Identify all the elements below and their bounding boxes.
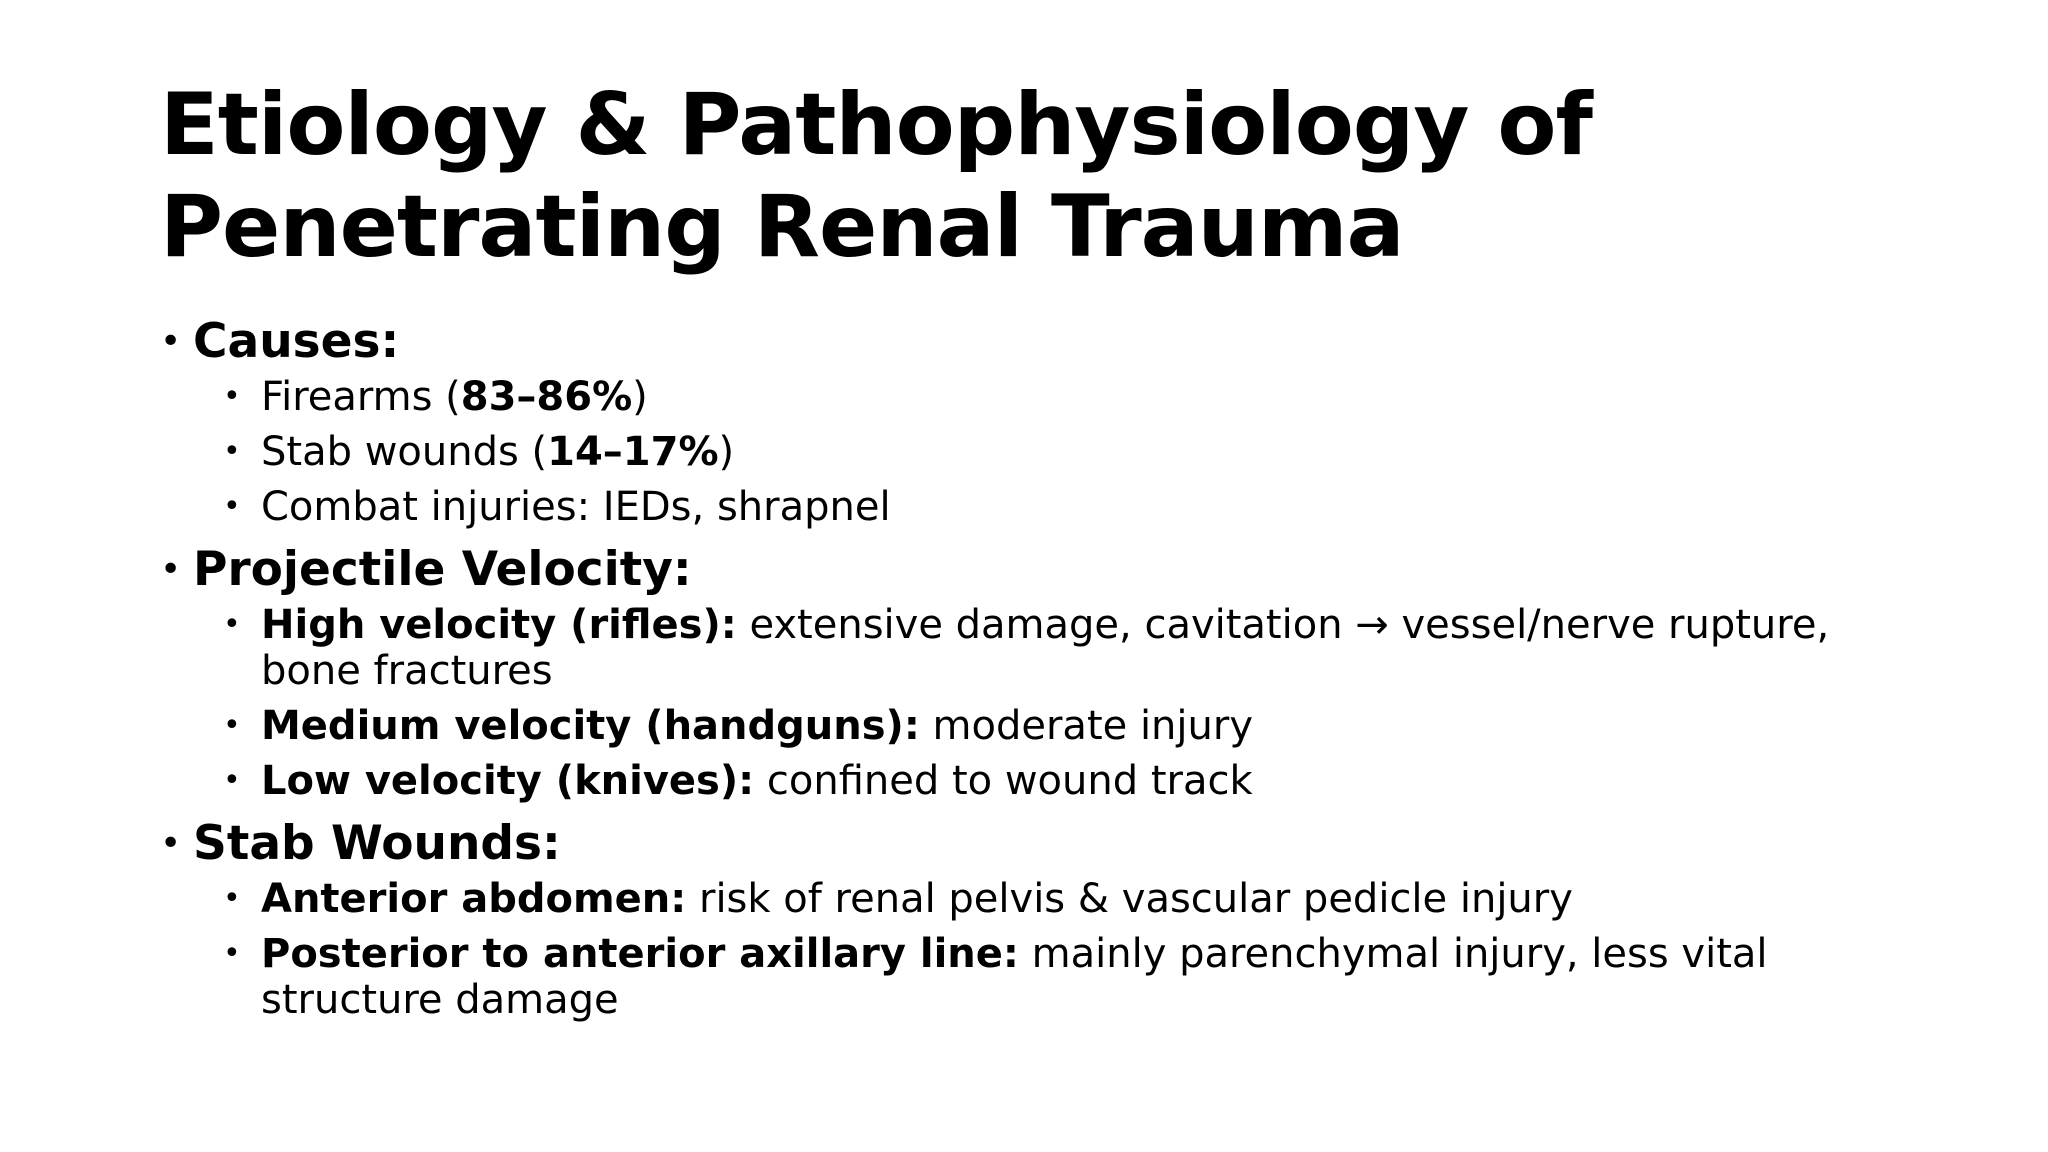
bullet-icon: • [223, 607, 241, 642]
list-item [223, 374, 1920, 420]
bullet-icon: • [223, 881, 241, 916]
item-text-after: ) [718, 429, 735, 475]
section-heading-causes [160, 312, 1920, 372]
list-item [223, 931, 1920, 1023]
item-text-after: confined to wound track [754, 758, 1253, 804]
item-text-after: extensive damage, cavitation → vessel/nerve rupture, bone fractures [261, 602, 1830, 694]
bullet-icon: • [223, 763, 241, 798]
bullet-icon: • [160, 823, 182, 864]
bullet-icon: • [223, 936, 241, 971]
item-text-after: ) [632, 374, 648, 420]
item-text: Firearms ( [261, 374, 461, 420]
item-bold-text: Posterior to anterior axillary line: [261, 931, 1019, 977]
bullet-icon: • [160, 321, 182, 362]
section-heading-text: Causes: [193, 314, 400, 369]
section-heading-text: Projectile Velocity: [193, 542, 692, 597]
list-item [223, 429, 1920, 475]
section-heading-text: Stab Wounds: [193, 816, 561, 871]
list-item [223, 484, 1920, 530]
section-heading-projectile-velocity [160, 540, 1920, 600]
title-line-1: Etiology & Pathophysiology of [160, 75, 1592, 175]
projectile-velocity-list [160, 602, 1920, 804]
list-item [223, 758, 1920, 804]
stab-wounds-list [160, 876, 1920, 1023]
bullet-icon: • [223, 379, 241, 414]
item-text-after: risk of renal pelvis & vascular pedicle injury [686, 876, 1573, 922]
item-text: Stab wounds ( [261, 429, 548, 475]
bullet-icon: • [223, 708, 241, 743]
list-item [223, 602, 1920, 694]
bullet-icon: • [160, 549, 182, 590]
list-item [223, 876, 1920, 922]
bullet-icon: • [223, 434, 241, 469]
item-bold-text: 14–17% [547, 429, 719, 475]
item-bold-text: Anterior abdomen: [261, 876, 687, 922]
list-item [223, 703, 1920, 749]
title-line-2: Penetrating Renal Trauma [160, 177, 1404, 277]
slide-title [160, 74, 1920, 278]
item-bold-text: High velocity (rifles): [261, 602, 737, 648]
item-text-after: moderate injury [919, 703, 1253, 749]
section-heading-stab-wounds [160, 814, 1920, 874]
item-text: Combat injuries: IEDs, shrapnel [261, 484, 891, 530]
item-bold-text: 83–86% [460, 374, 633, 420]
slide-body [160, 312, 1920, 1032]
item-text-after: mainly parenchymal injury, less vital structure damage [261, 931, 1768, 1023]
bullet-icon: • [223, 489, 241, 524]
item-bold-text: Low velocity (knives): [261, 758, 755, 804]
causes-list [160, 374, 1920, 530]
item-bold-text: Medium velocity (handguns): [261, 703, 920, 749]
